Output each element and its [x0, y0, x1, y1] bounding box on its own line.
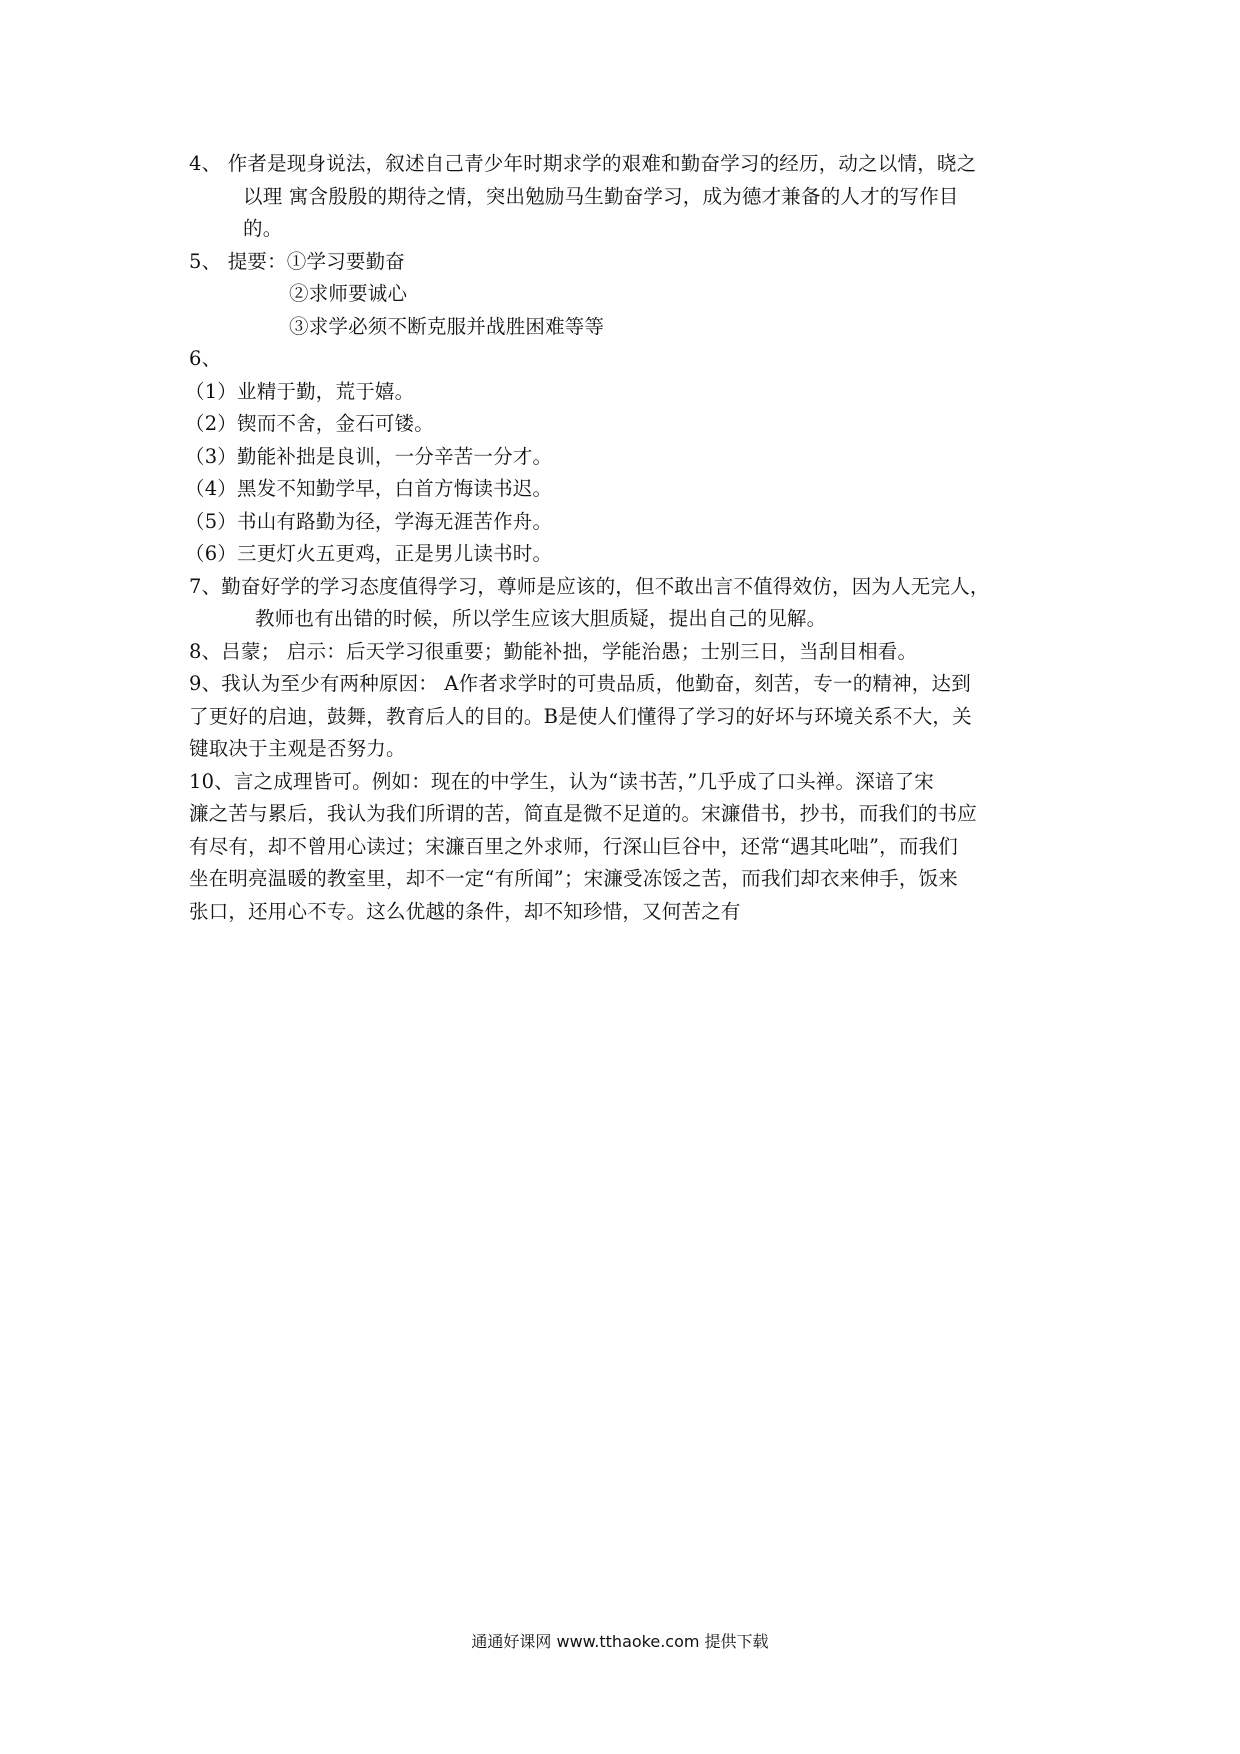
answer-5-line-2: ②求师要诚心	[289, 282, 408, 305]
answer-7-line-1: 7、勤奋好学的学习态度值得学习，尊师是应该的，但不敢出言不值得效仿，因为人无完人，	[189, 574, 990, 598]
answer-9-line-2: 了更好的启迪，鼓舞，教育后人的目的。B是使人们懂得了学习的好坏与环境关系不大，关	[189, 704, 972, 728]
answer-7-line-2: 教师也有出错的时候，所以学生应该大胆质疑，提出自己的见解。	[255, 607, 827, 630]
answer-6-heading: 6、	[189, 347, 222, 370]
answer-10-line-5: 张口，还用心不专。这么优越的条件，却不知珍惜，又何苦之有	[189, 899, 741, 923]
answer-6-item-3: （3）勤能补拙是良训，一分辛苦一分才。	[185, 444, 553, 468]
answer-4-line-3: 的。	[243, 217, 283, 240]
answer-6-item-6: （6）三更灯火五更鸡，正是男儿读书时。	[185, 542, 553, 565]
answer-9-line-1: 9、我认为至少有两种原因： A作者求学时的可贵品质，他勤奋，刻苦，专一的精神，达到	[189, 672, 971, 695]
answer-6-item-4: （4）黑发不知勤学早，白首方悔读书迟。	[185, 477, 553, 500]
answer-4-line-2: 以理 寓含殷殷的期待之情，突出勉励马生勤奋学习，成为德才兼备的人才的写作目	[243, 184, 959, 208]
answer-5-line-1: 5、 提要：①学习要勤奋	[189, 249, 406, 273]
answer-6-item-5: （5）书山有路勤为径，学海无涯苦作舟。	[185, 509, 553, 533]
answer-5-line-3: ③求学必须不断克服并战胜困难等等	[289, 314, 605, 338]
answer-text	[185, 148, 1059, 928]
answer-10-line-4: 坐在明亮温暖的教室里，却不一定“有所闻”；宋濂受冻馁之苦，而我们却衣来伸手，饭来	[189, 867, 958, 890]
answer-8-line-1: 8、吕蒙； 启示：后天学习很重要；勤能补拙，学能治愚；士别三日，当刮目相看。	[189, 639, 918, 663]
page-footer: 通通好课网 www.tthaoke.com 提供下载	[471, 1632, 769, 1651]
answer-6-item-2: （2）锲而不舍，金石可镂。	[185, 412, 435, 435]
answer-10-line-3: 有尽有，却不曾用心读过；宋濂百里之外求师，行深山巨谷中，还常“遇其叱咄”，而我们	[189, 834, 958, 858]
answer-9-line-3: 键取决于主观是否努力。	[189, 737, 406, 760]
answer-10-line-1: 10、言之成理皆可。例如：现在的中学生，认为“读书苦，”几乎成了口头禅。深谙了宋	[189, 769, 935, 793]
answer-10-line-2: 濂之苦与累后，我认为我们所谓的苦，简直是微不足道的。宋濂借书，抄书，而我们的书应	[189, 802, 978, 825]
answer-4-line-1: 4、 作者是现身说法，叙述自己青少年时期求学的艰难和勤奋学习的经历，动之以情，晓之	[189, 152, 977, 175]
answer-6-item-1: （1）业精于勤，荒于嬉。	[185, 379, 415, 403]
